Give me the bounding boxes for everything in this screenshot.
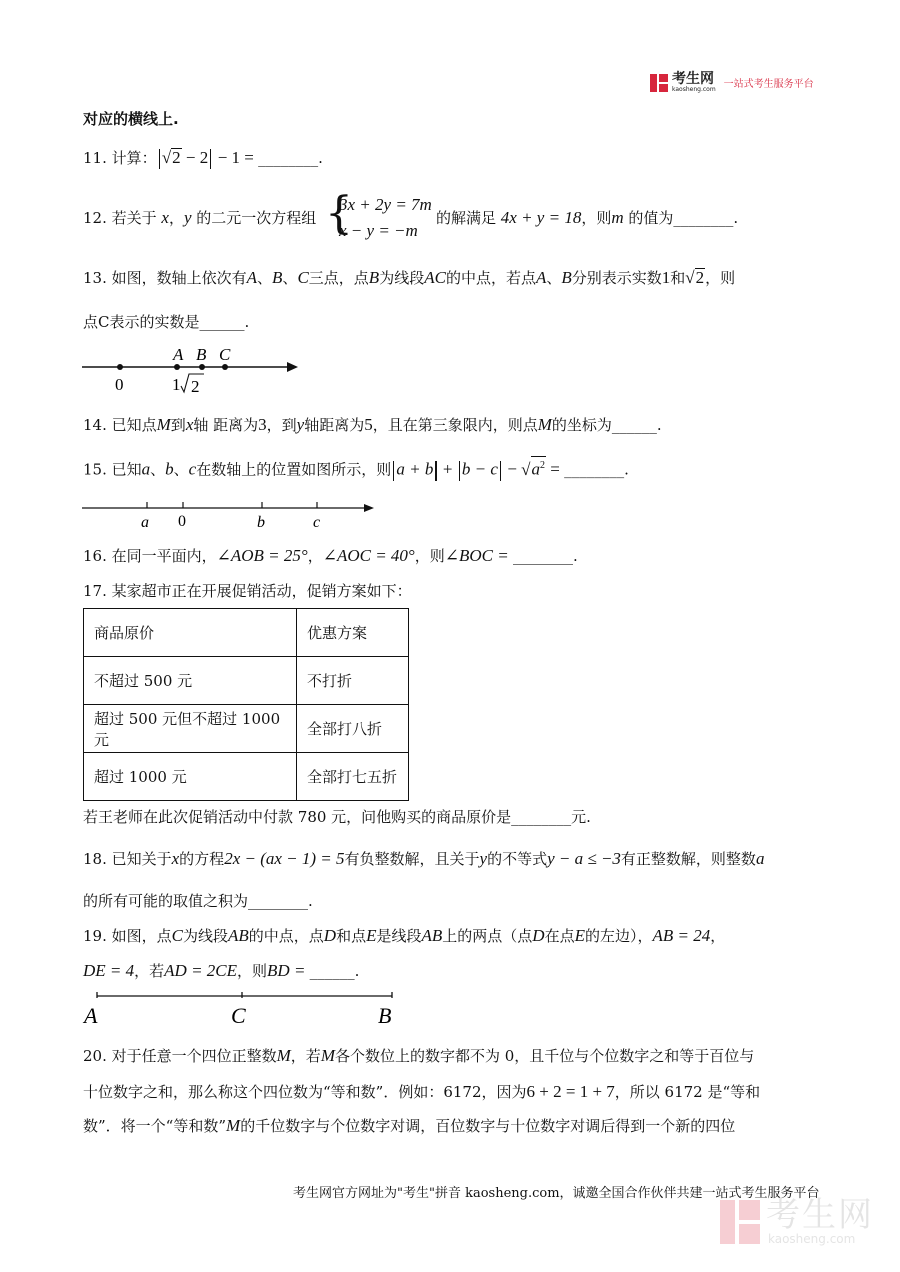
q14-five: 5 [364,415,373,434]
q20-line2 [83,1081,760,1103]
q20-line3 [83,1115,735,1137]
table-cell: 超过 500 元但不超过 1000 元 [84,705,297,753]
q12-label: 12. 若关于 [83,209,162,227]
q13-sep2: 、 [282,269,298,287]
q14-text-a: 14. 已知点 [83,416,157,434]
q19-D: D [323,926,337,945]
q13-fig-one: 1 [172,375,181,394]
q11-blank: ________. [258,149,323,167]
q15-sq: a [531,459,541,479]
promo-table [83,608,409,801]
q14-y: y [296,415,305,434]
table-cell: 超过 1000 元 [84,753,297,801]
q12-text2: 的解满足 [436,209,501,227]
q13-sqrt2: 2 [695,268,705,287]
question-20 [83,1045,754,1067]
q19-blank: ______. [309,962,360,980]
q19-C: C [171,926,183,945]
q12-m: m [611,208,624,227]
q19-text-a: 19. 如图，点 [83,927,172,945]
question-16 [83,545,578,567]
watermark [720,1195,874,1246]
q12-text4: 的值为________. [623,209,739,227]
q20-M: M [276,1046,291,1065]
q20-line2-eq: 6 + 2 = 1 + 7 [526,1082,615,1101]
q13-text-a: 13. 如图，数轴上依次有 [83,269,247,287]
q14-three: 3 [258,415,267,434]
q13-B2: B [368,268,380,287]
q12-x: x [161,208,169,227]
q12-text1: 的二元一次方程组 [191,209,317,227]
q19-E: E [366,926,377,945]
q16-text-b: ，则 [414,547,445,565]
logo-mark-icon [650,74,668,92]
q19-text-j: ，则 [237,962,268,980]
q19-text-e: 是线段 [376,927,422,945]
q12-text3: ，则 [581,209,612,227]
q18-eq: 2x − (ax − 1) = 5 [224,849,345,868]
logo-url: kaosheng.com [672,86,716,93]
table-row [84,657,409,705]
q19-AB2: AB [421,926,443,945]
q13-sep3: 、 [546,269,562,287]
q20-text-b: ，若 [290,1047,321,1065]
logo-slogan: 一站式考生服务平台 [723,79,814,90]
q13-fig-zero: 0 [115,375,124,394]
q15-b: b [165,459,174,479]
q12-eq1: 3x + 2y = 7m [339,195,432,214]
q19-fig-C: C [231,1003,246,1028]
q13-B: B [272,268,283,287]
q12-comma: ， [168,209,184,227]
watermark-sub: kaosheng.com [768,1232,856,1246]
q12-brace: { [325,188,353,239]
q15-minus: − [503,459,522,479]
q13-text-d: 的中点，若点 [445,269,536,287]
q19-text-b: 为线段 [182,927,228,945]
q18-text-c: 有负整数解，且关于 [344,850,480,868]
q20-line2-a: 十位数字之和，那么称这个四位数为“等和数”．例如：6172，因为 [83,1083,527,1101]
q18-text-e: 有正整数解，则整数 [620,850,756,868]
q13-A2: A [535,268,547,287]
q16-text-a: 16. 在同一平面内， [83,547,217,565]
q19-fig-A: A [84,1003,98,1028]
q19-ad: AD = 2CE [164,961,238,980]
q19-text-g: 在点 [544,927,575,945]
q18-ineq: y − a ≤ −3 [547,849,621,868]
q19-text-c: 的中点，点 [248,927,324,945]
q15-c: c [188,459,197,479]
q14-M: M [156,415,171,434]
q16-ang3: ∠BOC = [444,546,513,565]
q19-line2 [83,960,359,982]
q13-fig-A: A [173,345,184,364]
q17-after: 若王老师在此次促销活动中付款 780 元，问他购买的商品原价是________元. [83,808,591,826]
table-row [84,705,409,753]
q13-and: 和 [670,269,686,287]
q13-text-b: 三点，点 [308,269,369,287]
q13-A: A [246,268,258,287]
q19-comma: ， [710,927,726,945]
watermark-logo-icon [720,1200,760,1244]
q18-a: a [755,849,765,868]
q13-line2: 点C表示的实数是______. [83,313,250,331]
q20-line3-a: 数”．将一个“等和数” [83,1117,227,1135]
q15-e1: a + b [396,459,434,479]
q16-ang2: ∠AOC = 40° [322,546,415,565]
q15-text-b: 在数轴上的位置如图所示，则 [196,460,392,479]
q19-bd: BD = [267,961,310,980]
q15-eq: = [546,459,565,479]
q20-text-c: 各个数位上的数字都不为 0，且千位与个位数字之和等于百位与 [334,1047,755,1065]
q13-text-c: 为线段 [379,269,425,287]
q12-rest [436,207,738,229]
q12-cond: 4x + y = 18 [500,208,582,227]
question-17: 17. 某家超市正在开展促销活动，促销方案如下： [83,582,412,600]
q20-text-a: 20. 对于任意一个四位正整数 [83,1047,277,1065]
q15-number-line [80,496,380,532]
question-13: 13. 如图，数轴上依次有A、B、C三点，点B为线段AC的中点，若点A、B分别表示实数1和√2，则 [83,268,736,287]
section-intro: 对应的横线上. [83,110,179,128]
q20-M3: M [226,1116,241,1135]
q19-segment-figure [80,988,410,1030]
q14-text-e: 轴距离为 [304,416,365,434]
q15-plus: + [438,459,457,479]
q19-text-h: 的左边）， [584,927,653,945]
q15-fig-zero: 0 [178,513,186,530]
q14-text-g: 的坐标为______. [551,416,662,434]
q13-fig-sqrt2: 2 [191,377,200,396]
q16-ang1: ∠AOB = 25° [216,546,308,565]
q13-one: 1 [661,268,671,287]
q19-D2: D [532,926,545,945]
q18-y: y [479,849,488,868]
question-14 [83,414,662,436]
q18-text-b: 的方程 [179,850,225,868]
table-cell: 不打折 [297,657,409,705]
table-row [84,753,409,801]
q14-text-b: 到 [170,416,186,434]
q14-text-d: ，到 [266,416,297,434]
q15-sep2: 、 [173,460,189,479]
q13-AC: AC [424,268,446,287]
q15-text-a: 15. 已知 [83,460,142,479]
q13-fig-C: C [219,345,231,364]
q13-C: C [297,268,309,287]
q13-B3: B [561,268,572,287]
q19-text-d: 和点 [336,927,367,945]
question-12 [83,207,316,229]
table-header: 优惠方案 [297,609,409,657]
q20-line3-b: 的千位数字与个位数字对调，百位数字与十位数字对调后得到一个新的四位 [240,1117,736,1135]
logo-name: 考生网 [672,71,714,87]
q14-text-c: 轴 距离为 [193,416,259,434]
watermark-name: 考生网 [766,1195,874,1235]
q15-sep1: 、 [150,460,166,479]
question-18 [83,848,764,870]
q13-text-f: ，则 [705,269,736,287]
q14-text-f: ，且在第三象限内，则点 [372,416,538,434]
q19-fig-B: B [378,1003,392,1028]
q20-M2: M [320,1046,335,1065]
table-cell: 全部打七五折 [297,753,409,801]
table-cell: 不超过 500 元 [84,657,297,705]
q12-eq2: x − y = −m [339,221,418,240]
q15-fig-a: a [141,514,149,531]
q12-y: y [183,208,192,227]
q15-fig-b: b [257,514,265,531]
q11-tail: − 1 = [213,148,259,167]
q18-text-d: 的不等式 [487,850,548,868]
q15-a: a [141,459,151,479]
q11-mid: − 2 [181,148,209,167]
q15-sup: 2 [540,460,546,471]
q11-sqrt: 2 [172,148,181,167]
q19-text-f: 上的两点（点 [442,927,533,945]
q19-ab24: AB = 24 [652,926,711,945]
question-19 [83,925,725,947]
table-cell: 全部打八折 [297,705,409,753]
q13-fig-B: B [196,345,207,364]
header-logo [650,72,814,93]
q18-text-a: 18. 已知关于 [83,850,172,868]
q19-de4: DE = 4 [83,961,135,980]
question-11: 11. 计算： √2 − 2 − 1 = ________. [83,148,323,167]
q19-AB: AB [227,926,249,945]
q15-blank: ________. [564,460,629,479]
q16-sep: ， [307,547,323,565]
q13-text-e: 分别表示实数 [571,269,662,287]
table-header-row [84,609,409,657]
q14-M2: M [537,415,552,434]
q14-x: x [185,415,194,434]
question-15: 15. 已知a、b、c在数轴上的位置如图所示，则 $a + b + b - c - √a^2$ = ________. [83,456,629,481]
q13-sep1: 、 [257,269,273,287]
q19-E2: E [574,926,585,945]
q11-label: 11. 计算： [83,149,157,167]
table-header: 商品原价 [84,609,297,657]
q18-x: x [171,849,180,868]
page-footer: 考生网官方网址为"考生"拼音 kaosheng.com，诚邀全国合作伙伴共建一站式考生服务平台 [293,1186,820,1201]
q18-line2: 的所有可能的取值之积为________. [83,892,313,910]
q13-number-line [80,340,310,398]
q15-fig-c: c [313,514,321,531]
q19-text-i: ，若 [134,962,165,980]
q16-blank: ________. [512,547,578,565]
q15-e2: b − c [461,459,498,479]
q20-line2-b: ，所以 6172 是“等和 [614,1083,761,1101]
